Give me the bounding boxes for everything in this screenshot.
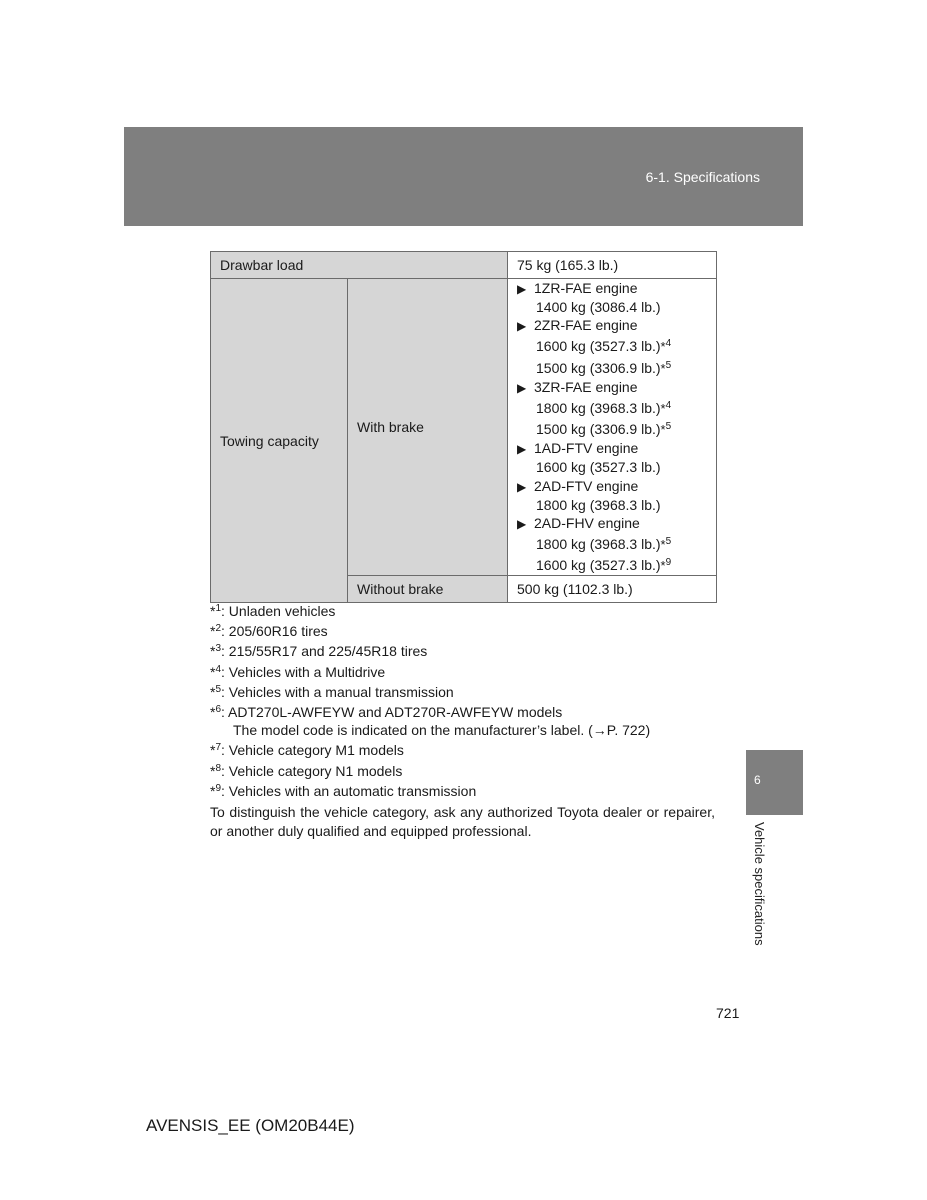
footnote-text: : Vehicles with a manual transmission — [221, 683, 454, 700]
triangle-bullet-icon: ▶ — [517, 282, 527, 296]
footnote-item — [210, 640, 715, 660]
footnote-item — [210, 681, 715, 701]
drawbar-label: Drawbar load — [211, 252, 508, 279]
footnote-marker: *$^8$ — [210, 762, 222, 779]
footnote-ref-number: 4 — [665, 338, 672, 350]
footnotes — [210, 600, 715, 840]
footnote-number: 5 — [215, 683, 222, 695]
footnote-text: : Vehicle category N1 models — [221, 762, 403, 779]
chapter-label: Vehicle specifications — [752, 822, 767, 946]
footnote-ref-number: 4 — [665, 399, 672, 411]
engine-item — [517, 514, 707, 533]
weight-value: 1600 kg (3527.3 lb.) — [536, 459, 661, 476]
chapter-number: 6 — [754, 773, 761, 787]
engine-name: 1ZR-FAE engine — [534, 280, 638, 296]
document-code: AVENSIS_EE (OM20B44E) — [146, 1116, 355, 1135]
weight-value: 1800 kg (3968.3 lb.) — [536, 496, 661, 513]
footnote-item — [210, 739, 715, 759]
triangle-bullet-icon: ▶ — [517, 479, 527, 494]
footnote-text: : Vehicles with an automatic transmission — [221, 782, 477, 799]
engine-name: 3ZR-FAE engine — [534, 378, 638, 395]
footnote-item — [210, 780, 715, 800]
drawbar-value: 75 kg (165.3 lb.) — [508, 252, 717, 279]
towing-weight — [517, 298, 707, 316]
section-title: 6-1. Specifications — [645, 169, 760, 185]
footnote-ref: *$^9$ — [660, 557, 672, 574]
weight-value: 1800 kg (3968.3 lb.) — [536, 399, 661, 416]
footnote-number: 9 — [215, 782, 222, 794]
towing-weight — [517, 397, 707, 418]
footnote-ref: *$^4$ — [660, 338, 672, 355]
engine-name: 2AD-FTV engine — [534, 477, 639, 494]
footnote-ref: *$^5$ — [660, 536, 672, 553]
footnote-ref: *$^5$ — [660, 359, 672, 376]
towing-weight — [517, 357, 707, 378]
footnote-text: : Vehicles with a Multidrive — [221, 663, 386, 680]
footnote-text: : ADT270L-AWFEYW and ADT270R-AWFEYW models — [221, 704, 563, 721]
footnote-ref-number: 5 — [665, 536, 672, 548]
footnote-item — [210, 600, 715, 620]
footnote-number: 7 — [215, 742, 222, 754]
footnote-continuation: The model code is indicated on the manufacturer’s label. (→P. 722) — [233, 722, 651, 739]
towing-weight — [517, 458, 707, 476]
footnote-ref-number: 5 — [665, 421, 672, 433]
table-row-with-brake — [211, 279, 717, 576]
towing-weight — [517, 335, 707, 356]
table-row-drawbar — [211, 252, 717, 279]
footnote-item — [210, 701, 715, 721]
weight-value: 1400 kg (3086.4 lb.) — [536, 299, 661, 316]
footnote-marker: *$^7$ — [210, 742, 222, 759]
footnote-marker: *$^1$ — [210, 603, 222, 619]
footnote-text: : 215/55R17 and 225/45R18 tires — [221, 643, 428, 660]
triangle-bullet-icon: ▶ — [517, 442, 527, 457]
weight-value: 1600 kg (3527.3 lb.) — [536, 338, 661, 355]
footnote-list — [210, 600, 715, 800]
towing-weight — [517, 533, 707, 554]
chapter-tab — [746, 750, 803, 815]
footnote-text: : 205/60R16 tires — [221, 623, 328, 640]
footnote-item — [210, 661, 715, 681]
footnote-number: 8 — [215, 762, 222, 774]
footnote-ref-number: 9 — [665, 557, 672, 569]
footnote-marker: *$^6$ — [210, 704, 222, 721]
towing-weight — [517, 496, 707, 514]
footnote-number: 3 — [215, 643, 222, 655]
footnote-ref: *$^5$ — [660, 421, 672, 438]
towing-weight — [517, 418, 707, 439]
towing-weight — [517, 554, 707, 575]
engine-list — [508, 279, 717, 576]
footnote-ref: *$^4$ — [660, 399, 672, 416]
engine-item — [517, 477, 707, 496]
header-band — [124, 127, 803, 226]
without-brake-value: 500 kg (1102.3 lb.) — [508, 576, 717, 603]
engine-item — [517, 378, 707, 397]
with-brake-label: With brake — [348, 279, 508, 576]
page-number: 721 — [716, 1005, 740, 1021]
footnote-text: : Vehicle category M1 models — [221, 742, 404, 759]
engine-name: 2ZR-FAE engine — [534, 317, 638, 334]
footnote-ref-number: 5 — [665, 359, 672, 371]
towing-spec-table — [210, 251, 717, 603]
footnote-marker: *$^9$ — [210, 782, 222, 799]
footnote-number: 2 — [215, 623, 222, 635]
towing-label: Towing capacity — [211, 279, 348, 603]
category-note: To distinguish the vehicle category, ask any authorized Toyota dealer or repairer, or another duly qualified and equipped professional. — [210, 804, 715, 839]
weight-value: 1500 kg (3306.9 lb.) — [536, 359, 661, 376]
engine-name: 2AD-FHV engine — [534, 514, 640, 531]
engine-item — [517, 439, 707, 458]
weight-value: 1500 kg (3306.9 lb.) — [536, 421, 661, 438]
engine-item — [517, 279, 707, 298]
triangle-bullet-icon: ▶ — [517, 516, 527, 531]
footnote-item — [210, 620, 715, 640]
footnote-marker: *$^2$ — [210, 623, 222, 640]
without-brake-label: Without brake — [348, 576, 508, 603]
footnote-marker: *$^4$ — [210, 663, 222, 680]
footnote-marker: *$^5$ — [210, 683, 222, 700]
footnote-number: 4 — [215, 663, 222, 675]
triangle-bullet-icon: ▶ — [517, 380, 527, 395]
weight-value: 1800 kg (3968.3 lb.) — [536, 536, 661, 553]
footnote-number: 1 — [215, 603, 222, 614]
engine-name: 1AD-FTV engine — [534, 440, 639, 457]
footnote-text: : Unladen vehicles — [221, 603, 336, 619]
footnote-item — [210, 760, 715, 780]
triangle-bullet-icon: ▶ — [517, 319, 527, 334]
weight-value: 1600 kg (3527.3 lb.) — [536, 557, 661, 574]
footnote-number: 6 — [215, 704, 222, 716]
footnote-marker: *$^3$ — [210, 643, 222, 660]
engine-item — [517, 316, 707, 335]
